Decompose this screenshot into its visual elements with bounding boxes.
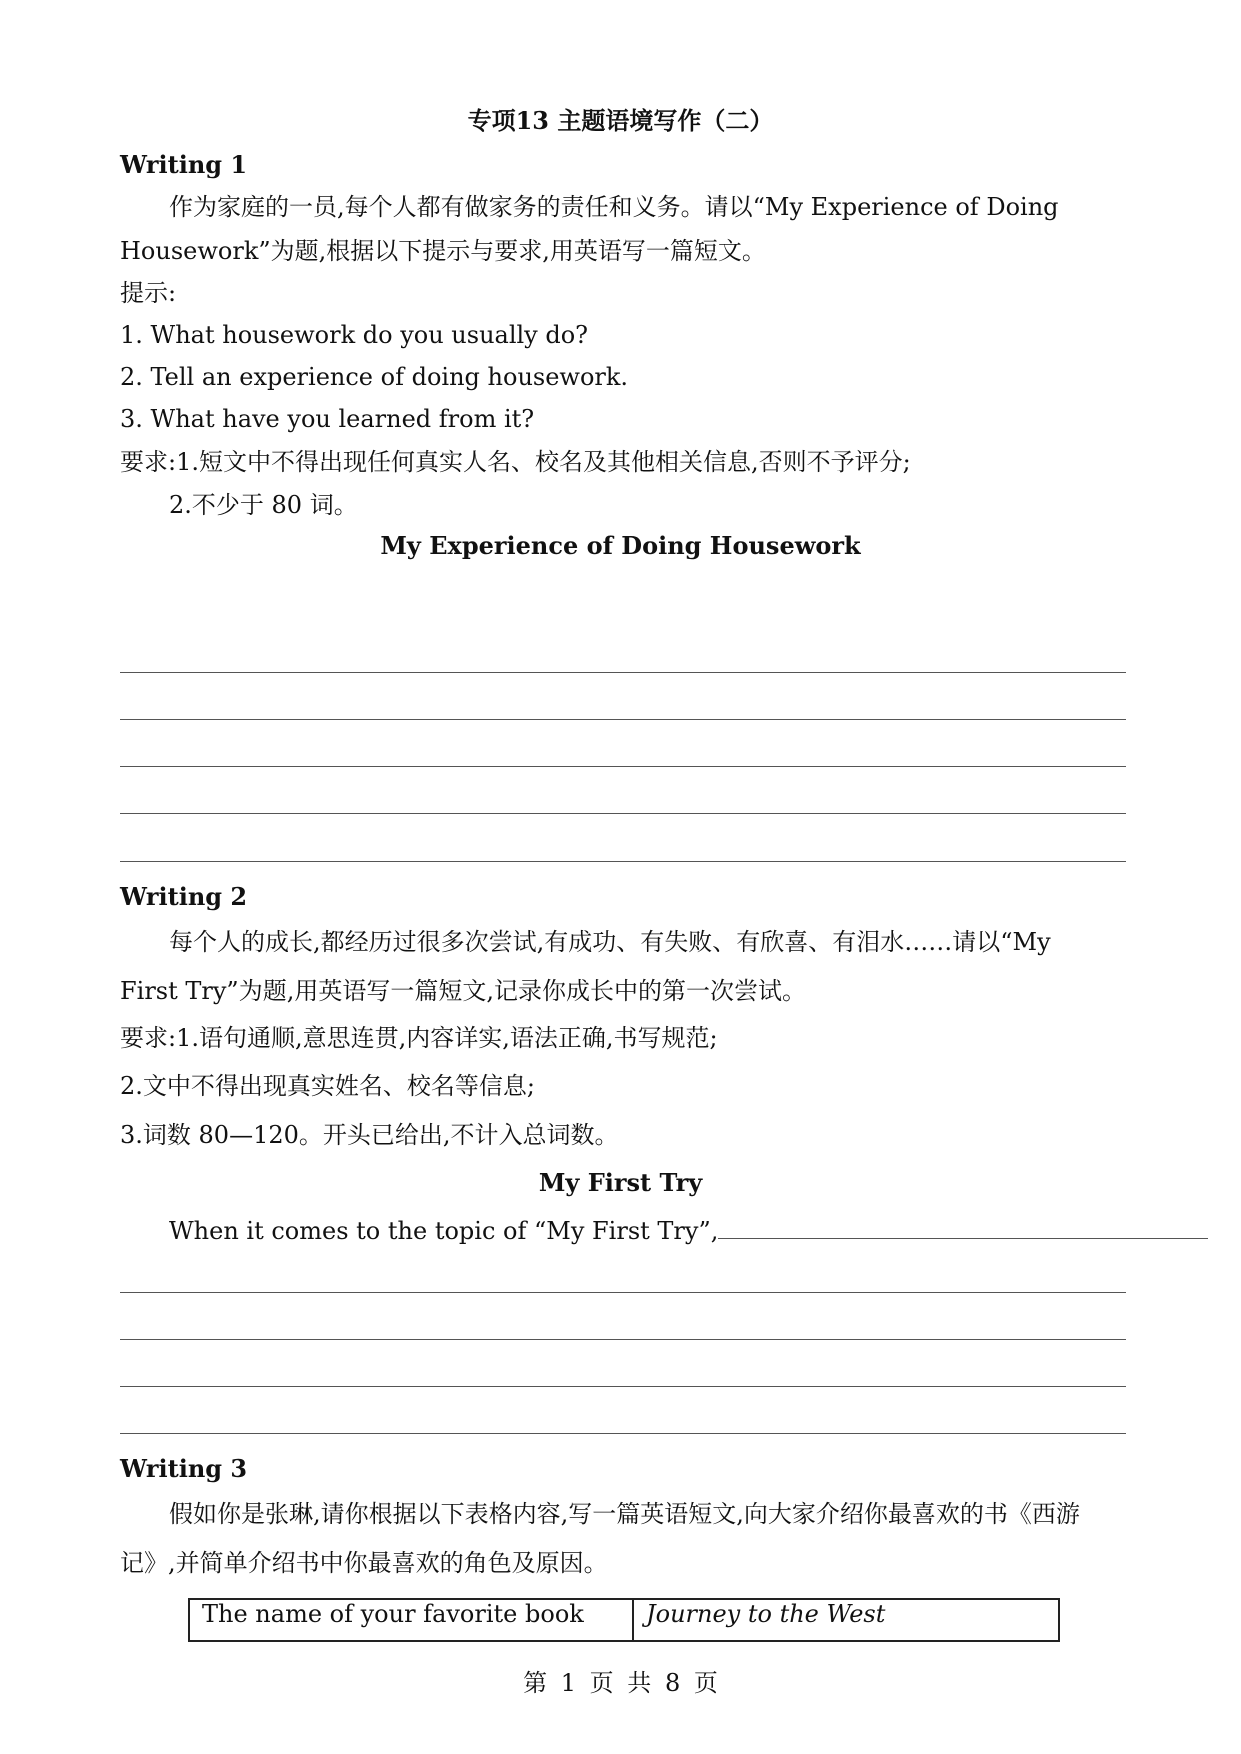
writing3-heading: Writing 3 xyxy=(120,1454,248,1483)
writing1-intro-line2: Housework”为题,根据以下提示与要求,用英语写一篇短文。 xyxy=(120,237,766,265)
writing1-hint-2: 2. Tell an experience of doing housework. xyxy=(120,363,629,391)
writing2-answer-line[interactable] xyxy=(120,1339,1126,1340)
writing1-hints-label: 提示: xyxy=(120,279,177,307)
writing2-opening-blank[interactable] xyxy=(718,1216,1208,1239)
book-info-table xyxy=(188,1598,1060,1642)
writing2-answer-line[interactable] xyxy=(120,1433,1126,1434)
writing2-essay-title: My First Try xyxy=(538,1168,703,1197)
writing2-opening: When it comes to the topic of “My First Try”, xyxy=(169,1217,719,1245)
writing3-intro-line1: 假如你是张琳,请你根据以下表格内容,写一篇英语短文,向大家介绍你最喜欢的书《西游 xyxy=(169,1500,1080,1528)
writing2-answer-line[interactable] xyxy=(120,1292,1126,1293)
page-footer: 第 1 页 共 8 页 xyxy=(523,1669,718,1697)
writing2-intro-line1: 每个人的成长,都经历过很多次尝试,有成功、有失败、有欣喜、有泪水……请以“My xyxy=(169,928,1051,956)
writing1-requirement-1: 要求:1.短文中不得出现任何真实人名、校名及其他相关信息,否则不予评分; xyxy=(120,448,911,476)
table-row xyxy=(189,1599,1059,1641)
writing2-answer-line[interactable] xyxy=(120,1386,1126,1387)
writing1-answer-line[interactable] xyxy=(120,813,1126,814)
writing2-intro-line2: First Try”为题,用英语写一篇短文,记录你成长中的第一次尝试。 xyxy=(120,977,806,1005)
writing1-requirement-2: 2.不少于 80 词。 xyxy=(169,491,358,519)
writing1-answer-line[interactable] xyxy=(120,861,1126,862)
writing1-answer-line[interactable] xyxy=(120,766,1126,767)
writing1-hint-3: 3. What have you learned from it? xyxy=(120,405,535,433)
writing3-intro-line2: 记》,并简单介绍书中你最喜欢的角色及原因。 xyxy=(120,1549,608,1577)
writing1-hint-1: 1. What housework do you usually do? xyxy=(120,321,589,349)
table-cell-label: The name of your favorite book xyxy=(189,1599,633,1641)
writing2-requirement-1: 要求:1.语句通顺,意思连贯,内容详实,语法正确,书写规范; xyxy=(120,1024,718,1052)
writing1-essay-title: My Experience of Doing Housework xyxy=(380,531,861,560)
writing1-heading: Writing 1 xyxy=(120,150,248,179)
page-title: 专项13 主题语境写作（二） xyxy=(467,106,774,135)
writing2-requirement-3: 3.词数 80—120。开头已给出,不计入总词数。 xyxy=(120,1121,619,1149)
writing2-opening-line xyxy=(169,1216,1208,1246)
writing1-answer-line[interactable] xyxy=(120,672,1126,673)
writing1-answer-line[interactable] xyxy=(120,719,1126,720)
writing1-intro-line1: 作为家庭的一员,每个人都有做家务的责任和义务。请以“My Experience of Doing xyxy=(169,193,1059,221)
table-cell-value: Journey to the West xyxy=(633,1599,1059,1641)
writing2-heading: Writing 2 xyxy=(120,882,248,911)
writing2-requirement-2: 2.文中不得出现真实姓名、校名等信息; xyxy=(120,1072,535,1100)
